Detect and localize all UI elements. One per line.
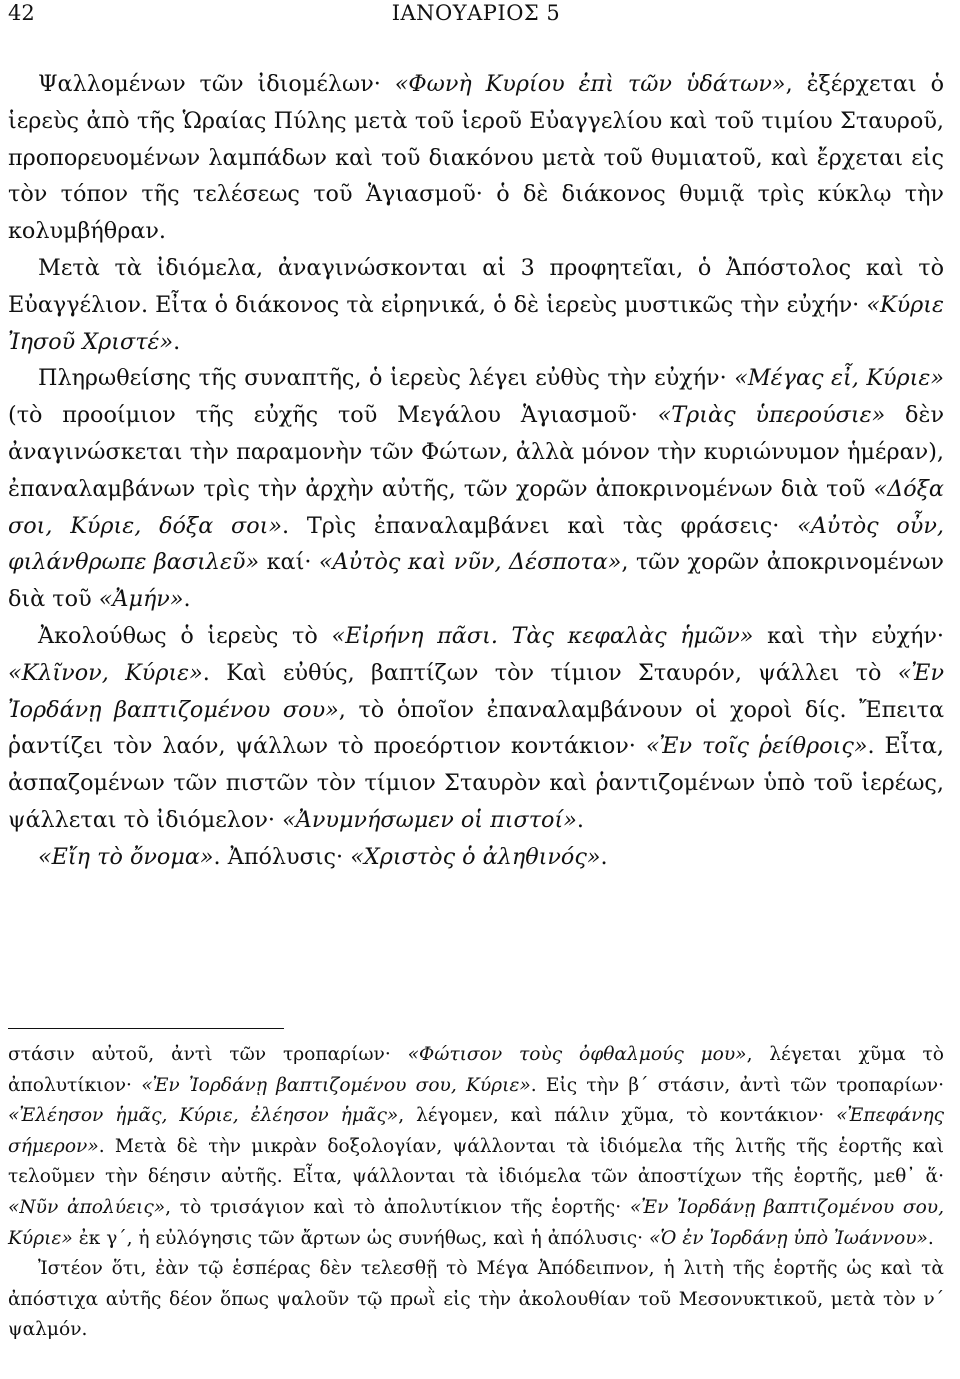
text-run: , τὸ τρισάγιον καὶ τὸ ἀπολυτίκιον τῆς ἑορτῆς· xyxy=(165,1196,630,1218)
text-run: Ἰστέον ὅτι, ἐὰν τῷ ἑσπέρας δὲν τελεσθῇ τὸ Μέγα Ἀπόδειπνον, ἡ λιτὴ τῆς ἑορτῆς ὡς καὶ τὰ ἀπόστιχα αὐτῆς δέον ὅπως ψαλοῦν τῷ πρωῒ εἰς τὴν ἀκολουθίαν τοῦ Μεσονυκτικοῦ, μετὰ τὸν ν´ ψαλμόν. xyxy=(8,1258,944,1341)
quoted-prayer: «Κλῖνον, Κύριε» xyxy=(8,659,203,686)
quoted-hymn: «Ἐν τοῖς ῥείθροις» xyxy=(645,733,868,760)
quoted-response: «Δόξα σοι, Κύριε, δόξα σοι» xyxy=(8,475,944,539)
footnote-rule xyxy=(8,1028,284,1029)
running-head xyxy=(8,0,944,28)
quoted-response: «Ἀμήν» xyxy=(98,586,184,613)
quoted-phrase: «Εἴη τὸ ὄνομα» xyxy=(38,843,214,870)
paragraph-2 xyxy=(8,250,944,360)
text-run: . Τρὶς ἐπαναλαμβάνει καὶ τὰς φράσεις· xyxy=(282,512,798,539)
quoted-hymn: «Ἐπεφάνης σήμερον» xyxy=(8,1105,944,1157)
footnotes xyxy=(8,1040,944,1346)
text-run: . Μετὰ δὲ τὴν μικρὰν δοξολογίαν, ψάλλονται τὰ ἰδιόμελα τῆς λιτῆς τῆς ἑορτῆς καὶ τελοῦμεν τὴν δέησιν αὐτῆς. Εἶτα, ψάλλονται τὰ ἰδιόμελα τῶν ἀποστίχων τῆς ἑορτῆς, μεθ᾽ ἅ· xyxy=(8,1135,944,1188)
quoted-hymn: «Ἐν Ἰορδάνῃ βαπτιζομένου σου» xyxy=(8,659,944,723)
text-run: (τὸ προοίμιον τῆς εὐχῆς τοῦ Μεγάλου Ἁγιασμοῦ· xyxy=(8,402,658,429)
text-run: Μετὰ τὰ ἰδιόμελα, ἀναγινώσκονται αἱ 3 προφητεῖαι, ὁ Ἀπόστολος καὶ τὸ Εὐαγγέλιον. Εἶτα ὁ διάκονος τὰ εἰρηνικά, ὁ δὲ ἱερεὺς μυστικῶς τὴν εὐχήν· xyxy=(8,254,944,318)
text-run: , τῶν χορῶν ἀποκρινομένων διὰ τοῦ xyxy=(8,549,944,613)
text-run: ἐκ γ´, ἡ εὐλόγησις τῶν ἄρτων ὡς συνήθως, καὶ ἡ ἀπόλυσις· xyxy=(72,1227,649,1249)
quoted-hymn: «Ἐν Ἰορδάνῃ βαπτιζομένου σου, Κύριε» xyxy=(8,1196,944,1249)
quoted-phrase: «Εἰρήνη πᾶσι. Τὰς κεφαλὰς ἡμῶν» xyxy=(331,622,754,649)
paragraph-5 xyxy=(8,839,944,876)
text-run: δὲν ἀναγινώσκεται τὴν παραμονὴν τῶν Φώτων, ἀλλὰ μόνον τὴν κυριώνυμον ἡμέραν), ἐπαναλαμβάνων τρὶς τὴν ἀρχὴν αὐτῆς, τῶν χορῶν ἀποκρινομένων διὰ τοῦ xyxy=(8,402,945,502)
text-run: Ψαλλομένων τῶν ἰδιομέλων· xyxy=(38,71,395,97)
text-run: . Εἰς τὴν β´ στάσιν, ἀντὶ τῶν τροπαρίων· xyxy=(530,1074,944,1096)
text-run: . xyxy=(576,806,584,833)
text-run: , λέγεται χῦμα τὸ ἀπολυτίκιον· xyxy=(8,1044,944,1096)
text-run: . Καὶ εὐθύς, βαπτίζων τὸν τίμιον Σταυρόν, ψάλλει τὸ xyxy=(202,659,898,686)
main-text xyxy=(8,66,944,876)
quoted-hymn: «Νῦν ἀπολύεις» xyxy=(8,1196,166,1218)
paragraph-4 xyxy=(8,618,944,839)
quoted-phrase: «Αὐτὸς καὶ νῦν, Δέσποτα» xyxy=(318,549,622,576)
quoted-hymn: «Ἀνυμνήσωμεν οἱ πιστοί» xyxy=(282,806,577,833)
text-run: , ἐξέρχεται ὁ ἱερεὺς ἀπὸ τῆς Ὡραίας Πύλης μετὰ τοῦ ἱεροῦ Εὐαγγελίου καὶ τοῦ τιμίου Σταυροῦ, προπορευομένων λαμπάδων καὶ τοῦ διακόνου μετὰ τοῦ θυμιατοῦ, καὶ ἔρχεται εἰς τὸν τόπον τῆς τελέσεως τοῦ Ἁγιασμοῦ· ὁ δὲ διάκονος θυμιᾷ τρὶς κύκλῳ τὴν κολυμβήθραν. xyxy=(8,71,944,245)
text-run: . xyxy=(927,1227,934,1249)
text-run: . Ἀπόλυσις· xyxy=(213,843,351,870)
text-run: καὶ τὴν εὐχήν· xyxy=(753,622,944,649)
text-run: . xyxy=(173,328,181,355)
running-title: ΙΑΝΟΥΑΡΙΟΣ 5 xyxy=(391,1,561,25)
footnote-note xyxy=(8,1254,944,1346)
paragraph-3 xyxy=(8,360,944,618)
text-run: Πληρωθείσης τῆς συναπτῆς, ὁ ἱερεὺς λέγει εὐθὺς τὴν εὐχήν· xyxy=(38,365,735,392)
footnote-continuation xyxy=(8,1040,944,1254)
text-run: . xyxy=(183,586,191,613)
text-run: . Εἶτα, ἀσπαζομένων τῶν πιστῶν τὸν τίμιον Σταυρὸν καὶ ῥαντιζομένων ὑπὸ τοῦ ἱερέως, ψάλλεται τὸ ἰδιόμελον· xyxy=(8,733,944,833)
quoted-prayer: «Κύριε Ἰησοῦ Χριστέ» xyxy=(8,291,944,355)
text-run: Ἀκολούθως ὁ ἱερεὺς τὸ xyxy=(38,622,332,649)
quoted-prayer: «Μέγας εἶ, Κύριε» xyxy=(734,365,944,392)
text-run: , τὸ ὁποῖον ἐπαναλαμβάνουν οἱ χοροὶ δίς. Ἔπειτα ῥαντίζει τὸν λαόν, ψάλλων τὸ προεόρτιον κοντάκιον· xyxy=(8,696,944,760)
quoted-hymn: «Φωνὴ Κυρίου ἐπὶ τῶν ὑδάτων» xyxy=(394,71,786,97)
text-run: καί· xyxy=(259,549,319,576)
page-number: 42 xyxy=(8,1,35,25)
quoted-prayer: «Τριὰς ὑπερούσιε» xyxy=(657,402,886,429)
paragraph-1 xyxy=(8,66,944,250)
quoted-hymn: «Ὁ ἐν Ἰορδάνῃ ὑπὸ Ἰωάννου» xyxy=(649,1227,928,1249)
quoted-hymn: «Ἐν Ἰορδάνῃ βαπτιζομένου σου, Κύριε» xyxy=(141,1074,531,1096)
text-run: . xyxy=(600,843,608,870)
text-run: στάσιν αὐτοῦ, ἀντὶ τῶν τροπαρίων· xyxy=(8,1044,408,1065)
quoted-phrase: «Αὐτὸς οὖν, φιλάνθρωπε βασιλεῦ» xyxy=(8,512,944,576)
quoted-hymn: «Ἐλέησον ἡμᾶς, Κύριε, ἐλέησον ἡμᾶς» xyxy=(8,1105,399,1127)
text-run: , λέγομεν, καὶ πάλιν χῦμα, τὸ κοντάκιον· xyxy=(398,1105,837,1127)
quoted-phrase: «Χριστὸς ὁ ἀληθινός» xyxy=(350,843,601,870)
quoted-hymn: «Φώτισον τοὺς ὀφθαλμούς μου» xyxy=(407,1044,747,1065)
